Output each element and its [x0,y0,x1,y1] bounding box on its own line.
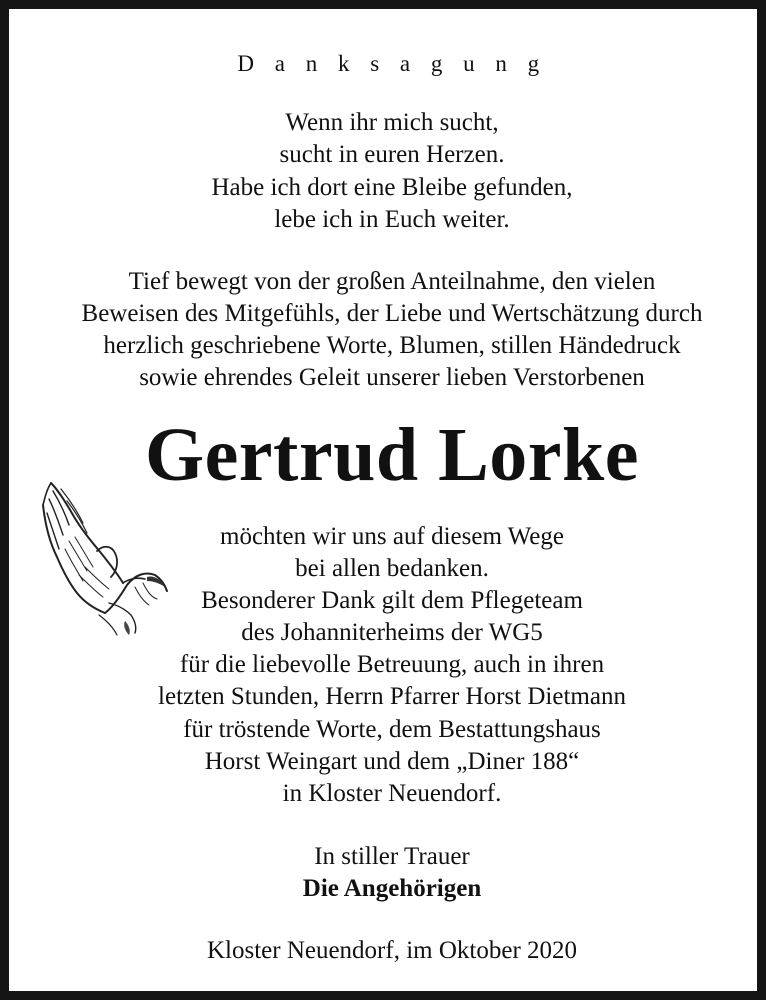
notice-heading: D a n k s a g u n g [237,51,547,76]
thanks-line: in Kloster Neuendorf. [282,780,502,807]
intro-line: Tief bewegt von der großen Anteilnahme, den vielen [128,268,656,295]
thanks-line: bei allen bedanken. [295,555,489,582]
poem-line: lebe ich in Euch weiter. [274,206,510,233]
poem-line: Habe ich dort eine Bleibe gefunden, [211,174,573,201]
intro-line: Beweisen des Mitgefühls, der Liebe und Wertschätzung durch [81,300,703,327]
thanks-line: möchten wir uns auf diesem Wege [220,523,564,550]
signature: Die Angehörigen [302,875,482,902]
intro-line: herzlich geschriebene Worte, Blumen, stillen Händedruck [103,332,681,359]
thanks-line: letzten Stunden, Herrn Pfarrer Horst Dietmann [158,683,626,710]
place-date: Kloster Neuendorf, im Oktober 2020 [206,937,578,964]
thanks-line: Horst Weingart und dem „Diner 188“ [204,748,580,775]
closing-text: In stiller Trauer [314,843,470,870]
intro-line: sowie ehrendes Geleit unserer lieben Verstorbenen [139,364,645,391]
poem-line: sucht in euren Herzen. [279,141,505,168]
thanks-line: für tröstende Worte, dem Bestattungshaus [183,716,601,743]
deceased-name: Gertrud Lorke [144,413,640,497]
poem-line: Wenn ihr mich sucht, [285,109,499,136]
thanks-line: des Johanniterheims der WG5 [241,619,543,646]
thanks-line: Besonderer Dank gilt dem Pflegeteam [201,587,583,614]
thanks-line: für die liebevolle Betreuung, auch in ihren [179,651,605,678]
